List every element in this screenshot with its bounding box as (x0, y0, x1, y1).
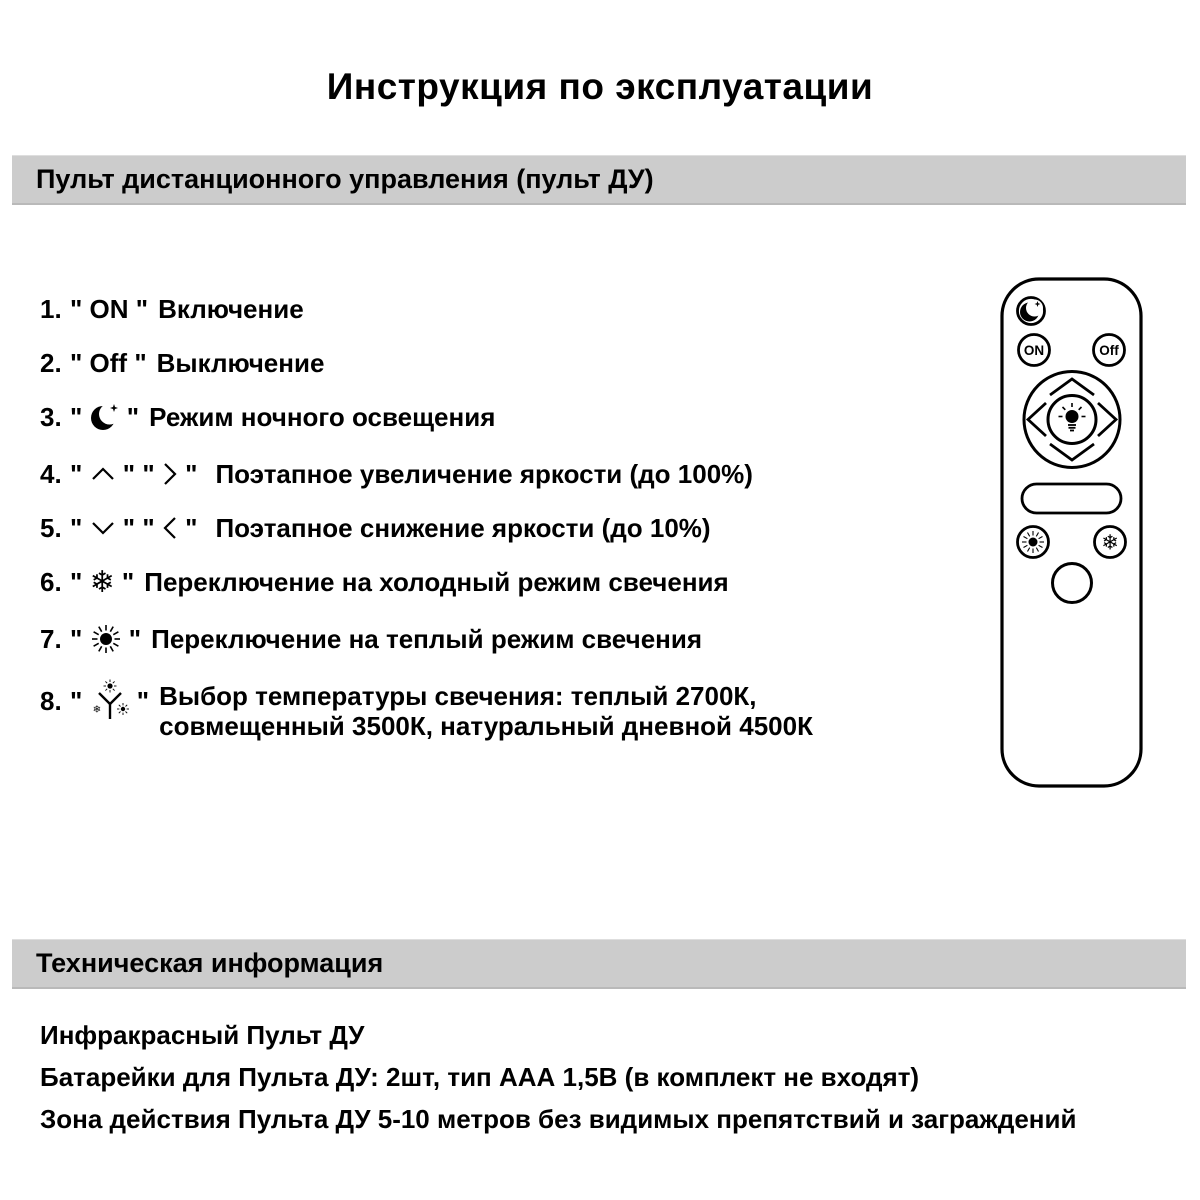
item-number: 7. (40, 623, 62, 654)
quotes: " " (115, 459, 162, 490)
chevron-right-icon (1098, 403, 1116, 436)
section-header-remote (12, 155, 1186, 205)
item-number: 1. (40, 294, 62, 324)
tech-line-range: Зона действия Пульта ДУ 5-10 метров без видимых препятствий и заграждений (40, 1104, 1077, 1134)
light-bulb-icon (1059, 403, 1086, 431)
off-button (1094, 335, 1125, 366)
sun-icon (90, 623, 122, 655)
tech-line-batteries: Батарейки для Пульта ДУ: 2шт, тип ААА 1,5В (в комплект не входят) (40, 1062, 920, 1092)
list-item-night-mode (40, 402, 813, 435)
night-mode-button (1018, 298, 1045, 325)
instruction-list (40, 294, 813, 765)
chevron-up-icon (90, 466, 116, 482)
item-number: 3. (40, 402, 62, 432)
sun-icon (1022, 531, 1044, 553)
list-item-warm-mode (40, 624, 813, 657)
item-text: Режим ночного освещения (149, 402, 496, 432)
quote: " (121, 623, 142, 654)
quote: " (114, 567, 135, 598)
on-label-quoted: " ON " (70, 294, 149, 324)
moon-icon (1020, 300, 1043, 322)
snowflake-icon: ❄ (1101, 530, 1119, 555)
item-number: 2. (40, 348, 62, 378)
quote: " (177, 459, 198, 490)
item-number: 5. (40, 513, 62, 544)
cold-mode-button (1095, 527, 1126, 558)
chevron-left-icon (1028, 403, 1046, 436)
list-item-temperature-select (40, 681, 813, 741)
quote: " (129, 685, 150, 716)
quote: " (119, 402, 140, 432)
list-item-brightness-up (40, 459, 813, 489)
item-number: 6. (40, 567, 62, 598)
item-text: Переключение на холодный режим свечения (144, 567, 729, 598)
item-text-line1: Выбор температуры свечения: теплый 2700К, (159, 680, 757, 711)
chevron-up-icon (1050, 379, 1094, 395)
list-item-cold-mode (40, 564, 813, 600)
off-label-quoted: " Off " (70, 348, 147, 378)
section-header-tech-label: Техническая информация (36, 948, 384, 978)
section-header-remote-label: Пульт дистанционного управления (пульт ДУ) (36, 164, 654, 194)
on-button-label: ON (1023, 343, 1045, 358)
quotes: " " (115, 513, 162, 544)
quote: " (70, 685, 90, 716)
tech-info (40, 1020, 1076, 1146)
list-item-brightness-down (40, 513, 813, 543)
temperature-select-icon (90, 679, 130, 723)
quote: " (70, 567, 90, 598)
remote-control-illustration (1000, 277, 1143, 788)
on-button (1019, 335, 1050, 366)
snowflake-icon: ❄ (89, 564, 115, 600)
item-text: Поэтапное снижение яркости (до 10%) (215, 513, 711, 544)
list-item-off (40, 348, 813, 378)
round-button (1053, 564, 1092, 603)
item-text: Включение (158, 294, 304, 324)
mini-snowflake-icon: ❄ (92, 704, 101, 716)
tech-line-remote-type: Инфракрасный Пульт ДУ (40, 1020, 365, 1050)
dpad (1024, 372, 1120, 468)
chevron-left-icon (162, 515, 178, 541)
item-number: 4. (40, 459, 62, 490)
quote: " (70, 459, 90, 490)
item-text: Поэтапное увеличение яркости (до 100%) (215, 459, 753, 490)
page-title: Инструкция по эксплуатации (326, 66, 874, 107)
moon-icon (90, 401, 120, 433)
warm-mode-button (1018, 527, 1049, 558)
list-item-on (40, 294, 813, 324)
off-button-label: Off (1099, 343, 1119, 358)
chevron-down-icon (1050, 444, 1094, 460)
pill-button (1022, 484, 1121, 513)
quote: " (177, 513, 198, 544)
quote: " (70, 402, 90, 432)
item-text: Переключение на теплый режим свечения (151, 623, 703, 654)
quote: " (70, 623, 90, 654)
item-text (159, 681, 813, 741)
item-text: Выключение (156, 348, 325, 378)
item-text-line2: совмещенный 3500К, натуральный дневной 4500К (159, 710, 813, 741)
quote: " (70, 513, 90, 544)
item-number: 8. (40, 685, 62, 716)
remote-body (1002, 279, 1141, 786)
chevron-right-icon (162, 461, 178, 487)
chevron-down-icon (90, 520, 116, 536)
section-header-tech (12, 939, 1186, 989)
